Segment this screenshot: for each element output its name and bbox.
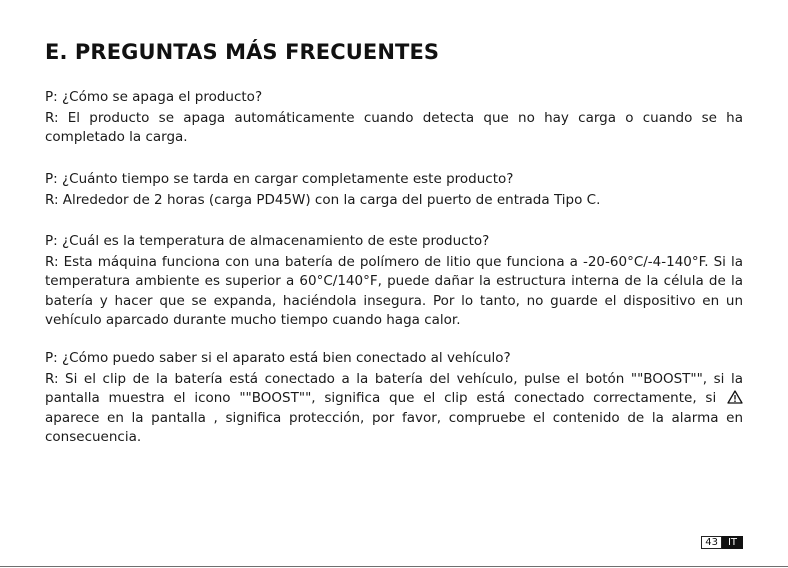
faq-item <box>45 232 743 331</box>
faq-item <box>45 170 743 210</box>
page-number: 43 <box>701 536 722 549</box>
bottom-divider <box>0 566 788 567</box>
faq-question: P: ¿Cómo puedo saber si el aparato está bien conectado al vehículo? <box>45 350 511 366</box>
faq-answer: R: El producto se apaga automáticamente cuando detecta que no hay carga o cuando se ha completado la carga. <box>45 109 743 145</box>
faq-answer <box>45 370 743 448</box>
faq-question: P: ¿Cuánto tiempo se tarda en cargar completamente este producto? <box>45 171 514 187</box>
page-footer <box>701 536 743 549</box>
faq-item <box>45 349 743 448</box>
faq-item <box>45 88 743 148</box>
faq-question: P: ¿Cómo se apaga el producto? <box>45 89 263 105</box>
faq-answer: R: Alrededor de 2 horas (carga PD45W) con la carga del puerto de entrada Tipo C. <box>45 191 601 208</box>
language-badge: IT <box>722 536 743 549</box>
faq-answer-part1: R: Si el clip de la batería está conectado a la batería del vehículo, pulse el botón ""BOOST"", si la pantalla muestra el icono ""BOOST"", significa que el clip está conectado correctamente, si <box>45 370 743 406</box>
faq-answer: R: Esta máquina funciona con una batería de polímero de litio que funciona a -20-60°C/-4-140°F. Si la temperatura ambiente es superior a 60°C/140°F, puede dañar la estructura interna de la célula de la batería y hacer que se expanda, haciéndola insegura. Por lo tanto, no guarde el dispositivo en un vehículo aparcado durante mucho tiempo cuando haga calor. <box>45 253 743 328</box>
faq-answer-part2: aparece en la pantalla , significa protección, por favor, compruebe el contenido de la alarma en consecuencia. <box>45 409 743 445</box>
warning-triangle-icon <box>727 390 743 404</box>
faq-question: P: ¿Cuál es la temperatura de almacenamiento de este producto? <box>45 233 490 249</box>
section-title: E. PREGUNTAS MÁS FRECUENTES <box>45 40 440 64</box>
